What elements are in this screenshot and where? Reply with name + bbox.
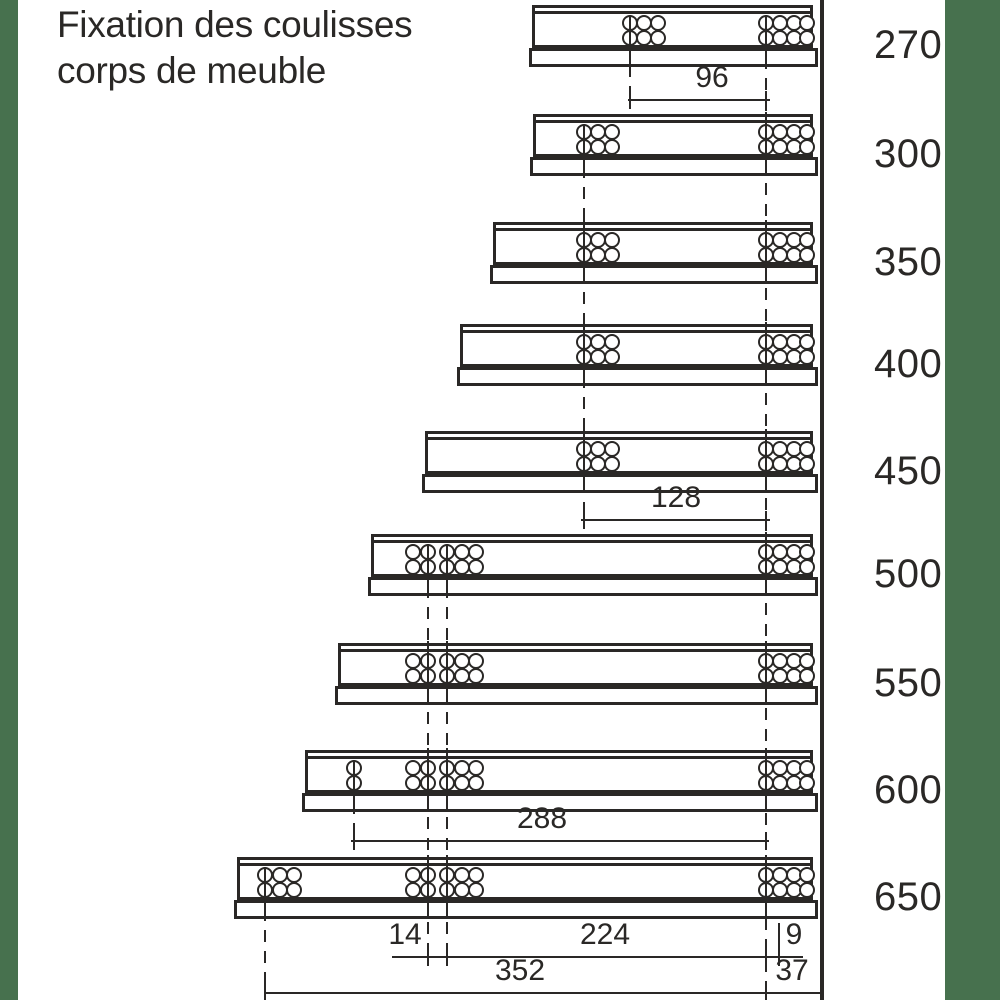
- rail-400-profile-line: [463, 330, 810, 333]
- screw-hole: [799, 653, 815, 669]
- screw-hole: [799, 124, 815, 140]
- drill-axis-dashed-line: [264, 867, 266, 993]
- dimension-value-288: 288: [516, 802, 568, 835]
- screw-hole: [799, 544, 815, 560]
- screw-hole: [604, 139, 620, 155]
- page-edge-strip-right: [945, 0, 1000, 1000]
- screw-hole: [604, 232, 620, 248]
- dimension-line: [581, 519, 770, 521]
- dimension-value-14: 14: [388, 918, 422, 951]
- rail-350-base: [490, 265, 818, 284]
- dimension-tick: [765, 832, 767, 850]
- screw-hole: [604, 124, 620, 140]
- dimension-line: [351, 840, 769, 842]
- screw-hole: [799, 867, 815, 883]
- front-edge-line: [820, 0, 824, 1000]
- rail-300-base: [530, 157, 818, 176]
- rail-550-base: [335, 686, 818, 705]
- rail-350-profile-line: [496, 228, 810, 231]
- diagram-title-line1: Fixation des coulisses: [57, 4, 413, 45]
- rail-400-base: [457, 367, 818, 386]
- screw-hole: [604, 441, 620, 457]
- screw-hole: [468, 559, 484, 575]
- screw-hole: [799, 30, 815, 46]
- rail-length-label-550: 550: [874, 661, 943, 705]
- rail-length-label-350: 350: [874, 240, 943, 284]
- dimension-tick: [583, 511, 585, 529]
- screw-hole: [799, 882, 815, 898]
- screw-hole: [286, 882, 302, 898]
- dimension-line: [392, 956, 803, 958]
- screw-hole: [468, 544, 484, 560]
- rail-550-profile-line: [341, 649, 810, 652]
- rail-600-profile-line: [308, 756, 810, 759]
- dimension-value-224: 224: [579, 918, 631, 951]
- screw-hole: [604, 334, 620, 350]
- dimension-tick: [427, 948, 429, 966]
- dimension-tick: [765, 948, 767, 966]
- drill-axis-dashed-line: [583, 124, 585, 522]
- dimension-line: [628, 99, 770, 101]
- screw-hole: [799, 775, 815, 791]
- page-edge-strip-left: [0, 0, 18, 1000]
- screw-hole: [468, 882, 484, 898]
- rail-length-label-650: 650: [874, 875, 943, 919]
- screw-hole: [405, 760, 421, 776]
- dimension-tick: [446, 948, 448, 966]
- screw-hole: [468, 668, 484, 684]
- screw-hole: [468, 775, 484, 791]
- dimension-value-37: 37: [775, 954, 809, 987]
- screw-hole: [799, 247, 815, 263]
- drill-axis-line: [629, 15, 631, 67]
- screw-hole: [405, 867, 421, 883]
- dimension-tick: [765, 984, 767, 1000]
- screw-hole: [405, 544, 421, 560]
- dimension-line: [265, 992, 822, 994]
- rail-270-profile-line: [535, 11, 810, 14]
- screw-hole: [405, 882, 421, 898]
- rail-length-label-300: 300: [874, 132, 943, 176]
- screw-hole: [799, 456, 815, 472]
- screw-hole: [604, 349, 620, 365]
- screw-hole: [405, 559, 421, 575]
- dimension-value-128: 128: [650, 481, 702, 514]
- screw-hole: [650, 30, 666, 46]
- rail-450-profile-line: [428, 437, 810, 440]
- screw-hole: [604, 247, 620, 263]
- rail-length-label-270: 270: [874, 23, 943, 67]
- screw-hole: [799, 559, 815, 575]
- rail-length-label-600: 600: [874, 768, 943, 812]
- rail-500-base: [368, 577, 818, 596]
- screw-hole: [799, 139, 815, 155]
- screw-hole: [799, 760, 815, 776]
- screw-hole: [286, 867, 302, 883]
- screw-hole: [468, 653, 484, 669]
- drill-axis-dashed-line: [427, 544, 429, 964]
- rail-450-base: [422, 474, 818, 493]
- screw-hole: [405, 668, 421, 684]
- screw-hole: [799, 441, 815, 457]
- dimension-tick: [629, 91, 631, 109]
- screw-hole: [468, 867, 484, 883]
- drill-axis-dashed-line: [446, 544, 448, 964]
- screw-hole: [405, 775, 421, 791]
- screw-hole: [468, 760, 484, 776]
- screw-hole: [799, 349, 815, 365]
- screw-hole: [405, 653, 421, 669]
- dimension-tick: [264, 984, 266, 1000]
- screw-hole: [604, 456, 620, 472]
- dimension-tick: [765, 511, 767, 529]
- screw-hole: [799, 15, 815, 31]
- screw-hole: [799, 668, 815, 684]
- rail-650-base: [234, 900, 818, 919]
- screw-hole: [650, 15, 666, 31]
- rail-270-base: [529, 48, 818, 67]
- rail-650-profile-line: [240, 863, 810, 866]
- rail-length-label-500: 500: [874, 552, 943, 596]
- dimension-value-96: 96: [695, 61, 729, 94]
- diagram-title-line2: corps de meuble: [57, 50, 327, 91]
- rail-length-label-450: 450: [874, 449, 943, 493]
- rail-500-profile-line: [374, 540, 810, 543]
- rail-length-label-400: 400: [874, 342, 943, 386]
- rail-300-profile-line: [536, 120, 810, 123]
- dimension-value-352: 352: [494, 954, 546, 987]
- dimension-value-9: 9: [785, 918, 803, 951]
- dimension-tick: [765, 91, 767, 109]
- dimension-tick: [353, 832, 355, 850]
- screw-hole: [799, 334, 815, 350]
- screw-hole: [799, 232, 815, 248]
